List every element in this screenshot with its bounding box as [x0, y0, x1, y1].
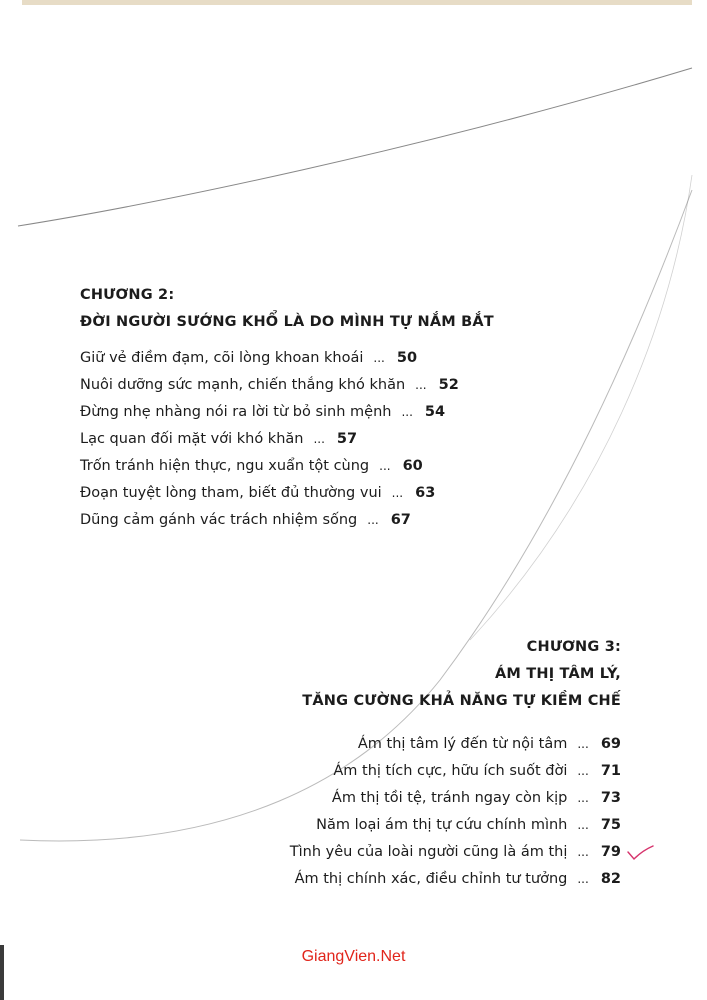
- chapter-3-heading: [302, 634, 621, 715]
- toc-entry-title: Ám thị chính xác, điều chỉnh tư tưởng: [294, 871, 568, 887]
- toc-entry-title: Năm loại ám thị tự cứu chính mình: [316, 817, 568, 833]
- toc-entry-title: Trốn tránh hiện thực, ngu xuẩn tột cùng: [80, 458, 370, 474]
- chapter-2-toc-list: [80, 345, 459, 534]
- toc-entry-page: 60: [402, 458, 423, 474]
- toc-entry-page: 71: [600, 763, 621, 779]
- toc-entry-page: 50: [396, 350, 418, 366]
- toc-entry-page: 69: [600, 736, 621, 752]
- toc-entry-dots: ...: [401, 405, 413, 419]
- toc-entry[interactable]: [80, 372, 459, 399]
- toc-entry[interactable]: [80, 399, 459, 426]
- chapter-2-heading: [80, 282, 494, 336]
- toc-entry-dots: ...: [313, 432, 325, 446]
- toc-entry[interactable]: [80, 507, 459, 534]
- toc-entry[interactable]: [80, 426, 459, 453]
- chapter-3-toc-list: [290, 731, 621, 893]
- toc-entry[interactable]: [80, 345, 459, 372]
- toc-entry-title: Ám thị tích cực, hữu ích suốt đời: [333, 763, 568, 779]
- chapter-3-label: CHƯƠNG 3:: [526, 639, 621, 655]
- toc-entry-title: Nuôi dưỡng sức mạnh, chiến thắng khó khăn: [80, 377, 406, 393]
- toc-entry-page: 82: [600, 871, 621, 887]
- toc-entry-page: 67: [390, 512, 411, 528]
- toc-entry[interactable]: [80, 480, 459, 507]
- toc-entry-page: 54: [424, 404, 446, 420]
- toc-entry-dots: ...: [379, 459, 391, 473]
- toc-entry-page: 52: [438, 377, 459, 393]
- toc-entry[interactable]: [290, 812, 621, 839]
- toc-entry[interactable]: [290, 839, 621, 866]
- toc-entry-dots: ...: [373, 351, 385, 365]
- toc-entry[interactable]: [290, 866, 621, 893]
- toc-entry[interactable]: [290, 785, 621, 812]
- toc-entry-dots: ...: [577, 845, 589, 859]
- toc-entry-dots: ...: [415, 378, 427, 392]
- toc-entry-page: 79: [600, 844, 621, 860]
- toc-entry-dots: ...: [577, 737, 589, 751]
- toc-entry-title: Ám thị tâm lý đến từ nội tâm: [357, 736, 568, 752]
- watermark-text: GiangVien.Net: [301, 948, 406, 965]
- toc-entry-title: Đoạn tuyệt lòng tham, biết đủ thường vui: [80, 485, 382, 501]
- toc-entry-dots: ...: [367, 513, 379, 527]
- toc-entry-title: Lạc quan đối mặt với khó khăn: [80, 431, 304, 447]
- toc-entry-page: 73: [600, 790, 621, 806]
- chapter-3-title-line-1: ÁM THỊ TÂM LÝ,: [494, 666, 621, 682]
- chapter-3-title-line-2: TĂNG CƯỜNG KHẢ NĂNG TỰ KIỀM CHẾ: [302, 693, 621, 709]
- toc-entry-title: Dũng cảm gánh vác trách nhiệm sống: [80, 512, 358, 528]
- toc-entry-page: 63: [415, 485, 436, 501]
- toc-entry-dots: ...: [577, 764, 589, 778]
- toc-entry-title: Đừng nhẹ nhàng nói ra lời từ bỏ sinh mệnh: [80, 404, 392, 420]
- toc-entry[interactable]: [290, 758, 621, 785]
- toc-entry-dots: ...: [577, 791, 589, 805]
- toc-entry-dots: ...: [577, 818, 589, 832]
- toc-entry[interactable]: [80, 453, 459, 480]
- toc-entry-title: Ám thị tồi tệ, tránh ngay còn kịp: [331, 790, 568, 806]
- toc-entry-dots: ...: [391, 486, 404, 500]
- checkmark-icon: [626, 844, 654, 862]
- toc-entry-dots: ...: [577, 872, 589, 886]
- toc-entry[interactable]: [290, 731, 621, 758]
- toc-entry-page: 57: [336, 431, 358, 447]
- chapter-2-title: ĐỜI NGƯỜI SƯỚNG KHỔ LÀ DO MÌNH TỰ NẮM BẮT: [80, 314, 494, 330]
- toc-entry-page: 75: [600, 817, 621, 833]
- toc-entry-title: Giữ vẻ điềm đạm, cõi lòng khoan khoái: [80, 350, 364, 366]
- chapter-2-label: CHƯƠNG 2:: [80, 287, 175, 303]
- toc-entry-title: Tình yêu của loài người cũng là ám thị: [289, 844, 568, 860]
